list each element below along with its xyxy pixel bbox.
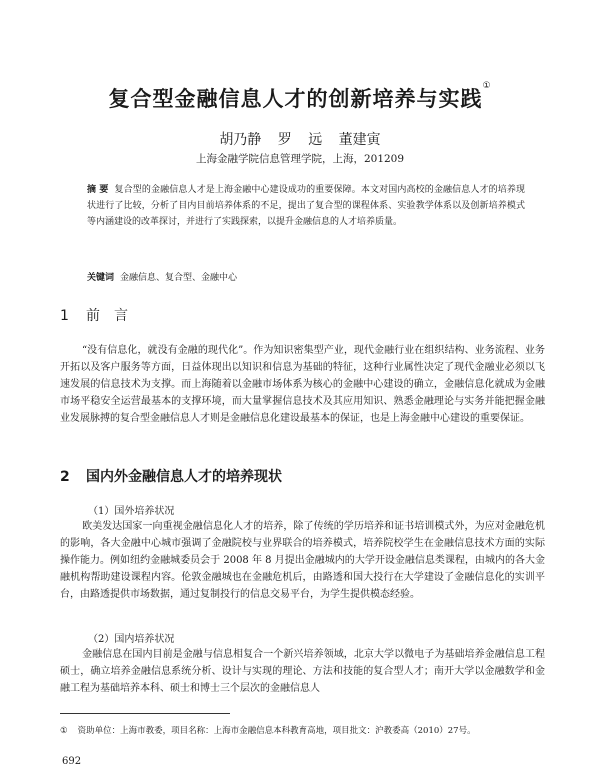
- section-title: 前言: [86, 308, 142, 324]
- section-number: 2: [60, 469, 70, 485]
- paragraph-text: 欧美发达国家一向重视金融信息化人才的培养，除了传统的学历培养和证书培训模式外，为应对金融危机的影响，各大金融中心城市强调了金融院校与业界联合的培养模式，培养院校学生在金融信息技术方面的实际操作能力。例如纽约金融城委员会于 2008 年 8 月提出金融城内的大学开设金融信息类课程，由城内的各大金融机构帮助建设课程内容。伦敦金融城也在金融危机后，由路透和国大投行在大学建设了金融信息化的实训平台，由路透提供市场数据，通过复制投行的信息交易平台，为学生提供模态经验。: [60, 521, 545, 600]
- section-heading-status: [60, 466, 282, 486]
- footnote-text: 资助单位：上海市教委，项目名称：上海市金融信息本科教育高地，项目批文：沪教委高（2010）27号。: [77, 726, 476, 736]
- body-paragraph: [60, 342, 545, 427]
- keywords: [87, 270, 525, 286]
- author-list: 胡乃静 罗 远 董建寅: [219, 132, 381, 148]
- abstract: [87, 182, 525, 230]
- abstract-text: 复合型的金融信息人才是上海金融中心建设成功的重要保障。本文对国内高校的金融信息人才的培养现状进行了比较，分析了目内目前培养体系的不足，提出了复合型的课程体系、实验教学体系以及创新培养模式等内涵建设的改革探讨，并进行了实践探索，以提升金融信息的人才培养质量。: [87, 185, 525, 227]
- title-footnote-mark: ①: [482, 81, 492, 91]
- footnote-divider: [60, 713, 230, 714]
- affiliation: 上海金融学院信息管理学院，上海，201209: [195, 153, 405, 165]
- body-paragraph: [60, 646, 545, 697]
- subsection-heading-domestic: （2）国内培养状况: [88, 634, 175, 645]
- paper-title: [0, 83, 600, 113]
- footnote: [60, 724, 545, 739]
- page-number: 692: [62, 756, 82, 767]
- section-number: 1: [60, 308, 69, 324]
- abstract-label: 摘 要: [87, 185, 109, 195]
- keywords-label: 关键词: [87, 273, 115, 283]
- section-title: 国内外金融信息人才的培养现状: [86, 469, 282, 485]
- keywords-text: 金融信息、复合型、金融中心: [120, 273, 238, 283]
- paragraph-text: “没有信息化，就没有金融的现代化”。作为知识密集型产业，现代金融行业在组织结构、业务流程、业务开拓以及客户服务等方面，日益体现出以知识和信息为基础的特征，这种行业属性决定了现代金融业必须以飞速发展的信息技术为支撑。而上海随着以金融市场体系为核心的金融中心建设的确立，金融信息化就成为金融市场平稳安全运营最基本的支撑环境，而大量掌握信息技术及其应用知识、熟悉金融理论与实务并能把握金融业发展脉搏的复合型金融信息人才则是金融信息化建设最基本的保证，也是上海金融中心建设的重要保证。: [60, 345, 545, 424]
- paragraph-text: 金融信息在国内目前是金融与信息相复合一个新兴培养领域，北京大学以微电子为基础培养金融信息工程硕士，确立培养金融信息系统分析、设计与实现的理论、方法和技能的复合型人才；南开大学以金融数学和金融工程为基础培养本科、硕士和博士三个层次的金融信息人: [60, 649, 545, 694]
- footnote-mark: ①: [60, 726, 68, 736]
- title-text: 复合型金融信息人才的创新培养与实践: [108, 87, 483, 111]
- subsection-heading-foreign: （1）国外培养状况: [88, 506, 175, 517]
- section-heading-intro: [60, 305, 142, 325]
- body-paragraph: [60, 518, 545, 603]
